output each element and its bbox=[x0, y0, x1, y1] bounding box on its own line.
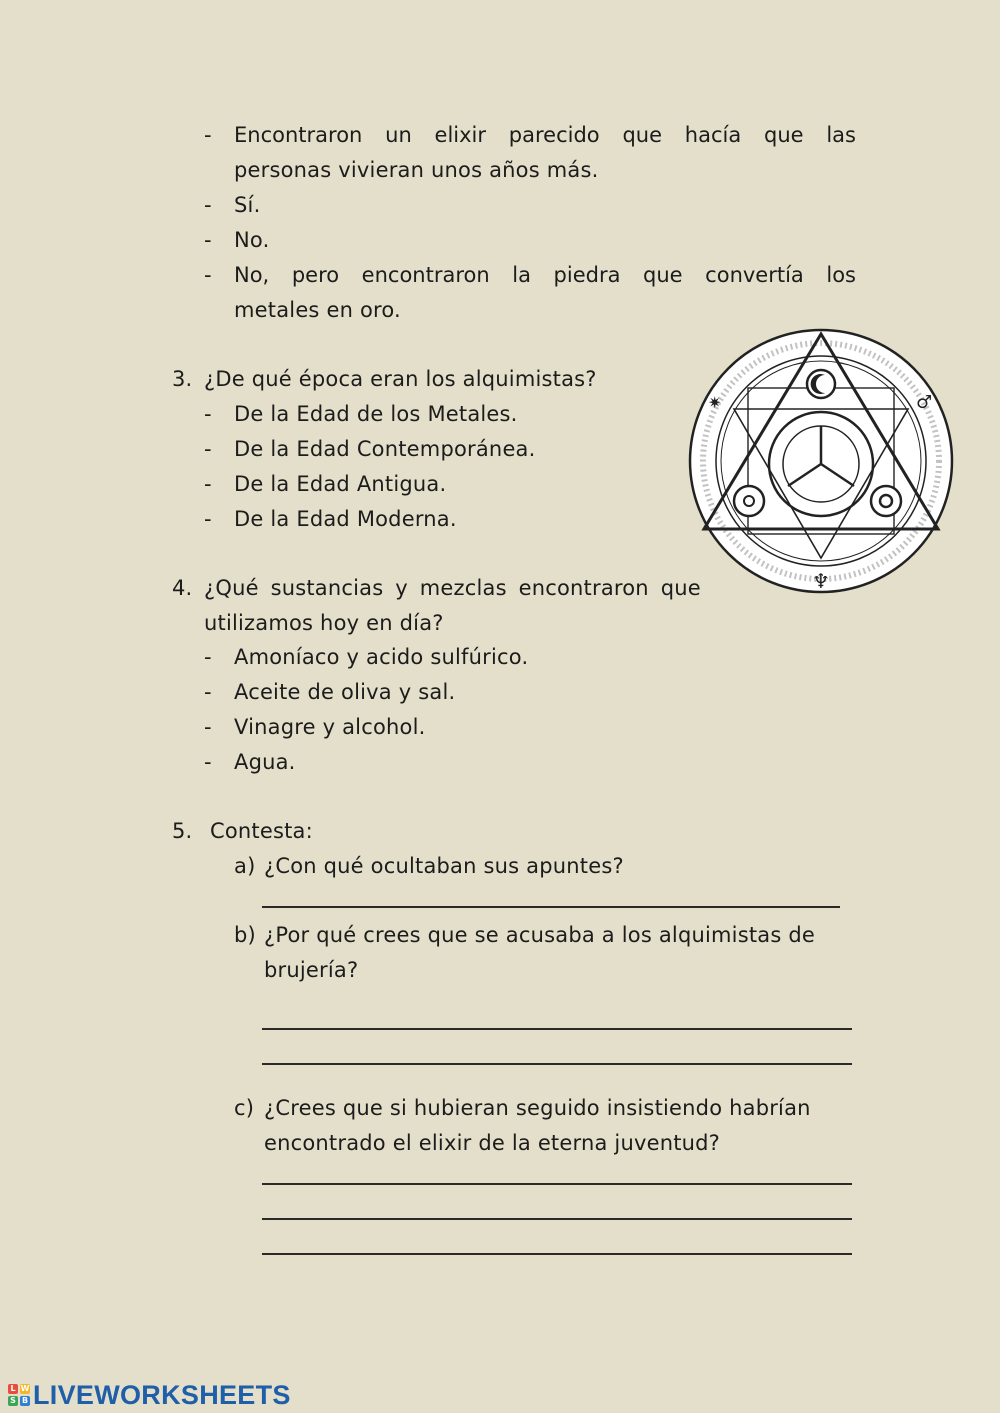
q4-option-3: Vinagre y alcohol. bbox=[234, 715, 426, 739]
liveworksheets-brand: LIVEWORKSHEETS bbox=[33, 1379, 291, 1410]
answer-line-b1[interactable] bbox=[262, 1028, 852, 1030]
q5-text: Contesta: bbox=[210, 819, 313, 843]
q2-option-1-line1: Encontraron un elixir parecido que hacía que las bbox=[234, 123, 856, 147]
option-dash: - bbox=[204, 437, 212, 461]
svg-text:♆: ♆ bbox=[812, 569, 830, 593]
q3-text: ¿De qué época eran los alquimistas? bbox=[204, 367, 597, 391]
q5c-text-line1: ¿Crees que si hubieran seguido insistiendo habrían bbox=[264, 1096, 811, 1120]
q2-option-4-line2: metales en oro. bbox=[234, 298, 401, 322]
q2-option-1-line2: personas vivieran unos años más. bbox=[234, 158, 599, 182]
q4-option-1: Amoníaco y acido sulfúrico. bbox=[234, 645, 529, 669]
liveworksheets-mark-icon: L W S B bbox=[8, 1384, 30, 1406]
svg-text:✷: ✷ bbox=[708, 393, 722, 412]
q5a-text: ¿Con qué ocultaban sus apuntes? bbox=[264, 854, 624, 878]
q5c-label: c) bbox=[234, 1096, 255, 1120]
answer-line-c3[interactable] bbox=[262, 1253, 852, 1255]
option-dash: - bbox=[204, 715, 212, 739]
q3-option-2: De la Edad Contemporánea. bbox=[234, 437, 536, 461]
q5b-text-line1: ¿Por qué crees que se acusaba a los alquimistas de bbox=[264, 923, 816, 947]
option-dash: - bbox=[204, 263, 212, 287]
option-dash: - bbox=[204, 680, 212, 704]
option-dash: - bbox=[204, 193, 212, 217]
option-dash: - bbox=[204, 507, 212, 531]
q5b-label: b) bbox=[234, 923, 256, 947]
q3-option-3: De la Edad Antigua. bbox=[234, 472, 447, 496]
option-dash: - bbox=[204, 123, 212, 147]
q5c-text-line2: encontrado el elixir de la eterna juventud? bbox=[264, 1131, 721, 1155]
q4-number: 4. bbox=[172, 576, 193, 600]
q4-text-line1: ¿Qué sustancias y mezclas encontraron que bbox=[204, 576, 701, 600]
q5b-text-line2: brujería? bbox=[264, 958, 359, 982]
q2-option-3: No. bbox=[234, 228, 270, 252]
q4-text-line2: utilizamos hoy en día? bbox=[204, 611, 444, 635]
option-dash: - bbox=[204, 228, 212, 252]
q4-option-4: Agua. bbox=[234, 750, 296, 774]
q3-option-4: De la Edad Moderna. bbox=[234, 507, 457, 531]
option-dash: - bbox=[204, 645, 212, 669]
answer-line-a[interactable] bbox=[262, 906, 840, 908]
q2-option-4-line1: No, pero encontraron la piedra que convertía los bbox=[234, 263, 856, 287]
svg-text:♂: ♂ bbox=[916, 392, 933, 413]
q4-option-2: Aceite de oliva y sal. bbox=[234, 680, 456, 704]
q2-option-2: Sí. bbox=[234, 193, 261, 217]
option-dash: - bbox=[204, 750, 212, 774]
answer-line-b2[interactable] bbox=[262, 1063, 852, 1065]
q3-option-1: De la Edad de los Metales. bbox=[234, 402, 518, 426]
option-dash: - bbox=[204, 402, 212, 426]
answer-line-c2[interactable] bbox=[262, 1218, 852, 1220]
alchemy-circle-illustration bbox=[686, 326, 956, 596]
answer-line-c1[interactable] bbox=[262, 1183, 852, 1185]
q3-number: 3. bbox=[172, 367, 193, 391]
q5a-label: a) bbox=[234, 854, 256, 878]
liveworksheets-logo[interactable] bbox=[8, 1380, 291, 1410]
option-dash: - bbox=[204, 472, 212, 496]
q5-number: 5. bbox=[172, 819, 193, 843]
